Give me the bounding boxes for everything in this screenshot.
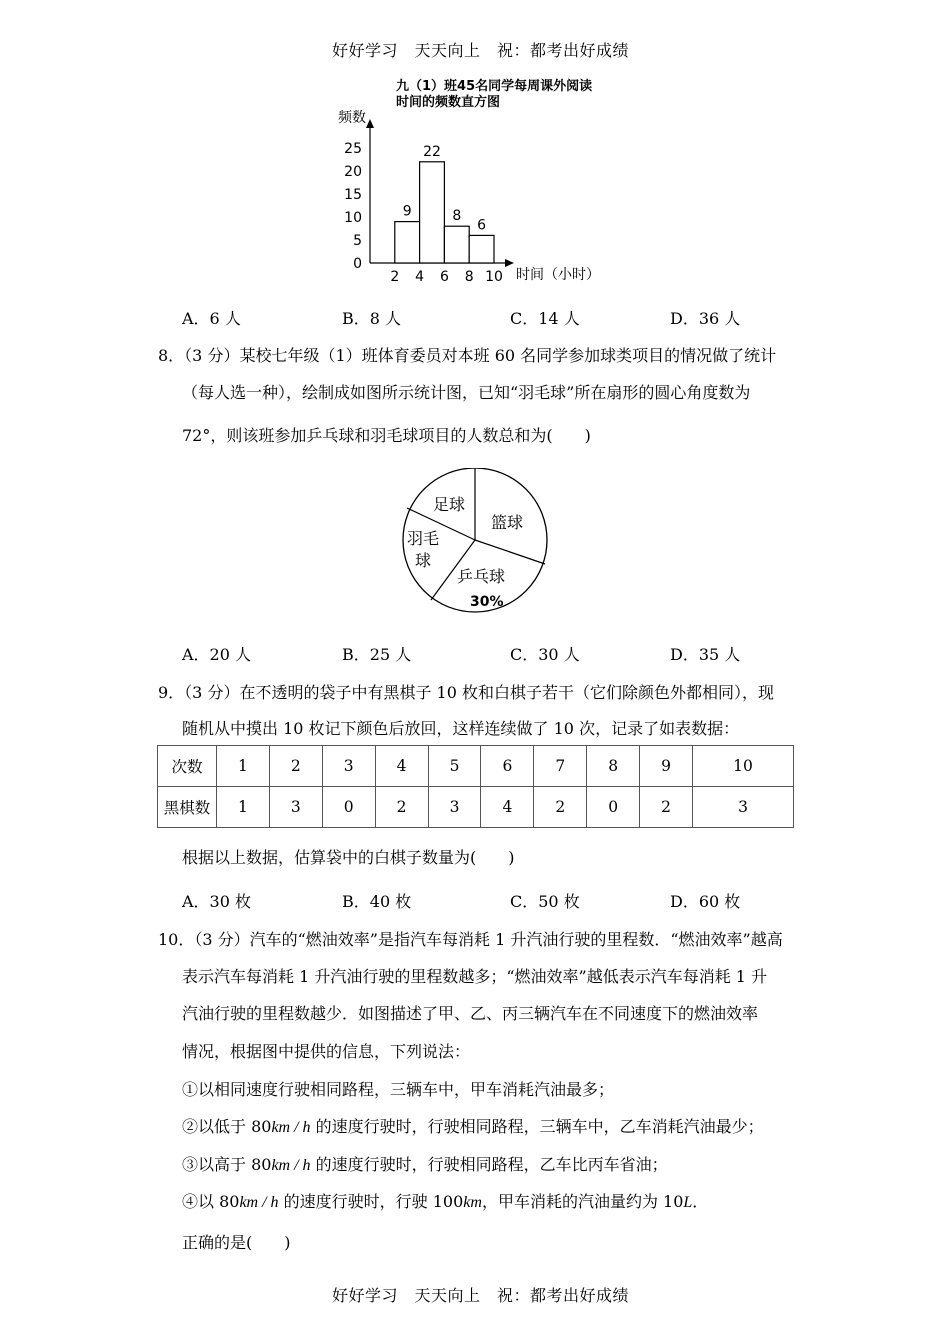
histogram-bar [420, 162, 445, 263]
table-cell: 3 [269, 787, 322, 828]
table-cell: 7 [534, 746, 587, 787]
pie-label-zuqiu: 足球 [433, 495, 466, 514]
histogram-bar [469, 235, 494, 263]
x-tick-label: 10 [485, 269, 503, 285]
pie-label-pingpang-pct: 30% [470, 594, 504, 610]
y-tick-label: 0 [353, 256, 362, 272]
q9-option-a[interactable]: A．30 枚 [182, 892, 252, 911]
table-cell: 9 [640, 746, 693, 787]
x-tick-label: 2 [390, 269, 400, 285]
pie-label-lanqiu: 篮球 [491, 513, 524, 532]
q10-line-4: 情况，根据图中提供的信息，下列说法： [182, 1042, 471, 1061]
histogram-bar [444, 226, 469, 263]
histogram-title-line1: 九（1）班45名同学每周课外阅读 [396, 79, 593, 94]
q10-statement-3-a: ③以高于 80 [182, 1155, 272, 1174]
q8-line-2: （每人选一种），绘制成如图所示统计图，已知“羽毛球”所在扇形的圆心角度数为 [182, 383, 751, 402]
q10-statement-1: ①以相同速度行驶相同路程，三辆车中，甲车消耗汽油最多； [182, 1080, 615, 1099]
y-tick-label: 25 [344, 141, 362, 157]
page-header: 好好学习 天天向上 祝：都考出好成绩 [332, 41, 630, 60]
table-cell: 6 [481, 746, 534, 787]
unit-km-per-h: km / h [239, 1194, 279, 1211]
q7-option-d[interactable]: D．36 人 [670, 309, 741, 328]
q10-line-1: 10．（3 分）汽车的“燃油效率”是指汽车每消耗 1 升汽油行驶的里程数．“燃油效率”越高 [158, 930, 783, 949]
x-tick-label: 4 [415, 269, 425, 285]
x-tick-label: 6 [439, 269, 449, 285]
y-tick-label: 5 [353, 233, 362, 249]
q10-statement-4-b: 的速度行驶时，行驶 100 [278, 1192, 464, 1211]
q7-option-b[interactable]: B．8 人 [342, 309, 402, 328]
q9-data-table [157, 745, 794, 828]
q10-statement-4-a: ④以 80 [182, 1192, 240, 1211]
unit-km-per-h: km / h [271, 1119, 311, 1136]
q9-line-3: 根据以上数据，估算袋中的白棋子数量为( ) [182, 848, 515, 867]
unit-km-per-h: km / h [271, 1157, 311, 1174]
q7-option-c[interactable]: C．14 人 [510, 309, 580, 328]
q8-option-b[interactable]: B．25 人 [342, 645, 412, 664]
histogram-bar-label: 6 [477, 217, 487, 234]
table-cell: 3 [322, 746, 375, 787]
histogram-xlabel: 时间（小时） [516, 267, 600, 283]
histogram-figure [330, 75, 630, 290]
histogram-title-line2: 时间的频数直方图 [396, 95, 501, 110]
table-header-cell: 次数 [158, 746, 217, 787]
table-cell: 1 [217, 746, 270, 787]
histogram-x-arrow [505, 259, 514, 267]
q10-statement-2-b: 的速度行驶时，行驶相同路程，三辆车中，乙车消耗汽油最少； [310, 1117, 764, 1136]
q10-statement-4-c: ，甲车消耗的汽油量约为 10 [481, 1192, 684, 1211]
table-cell: 2 [640, 787, 693, 828]
unit-liter: L [683, 1194, 693, 1211]
table-cell: 3 [693, 787, 794, 828]
table-cell: 2 [269, 746, 322, 787]
histogram-bar-label: 22 [423, 143, 441, 160]
q8-option-c[interactable]: C．30 人 [510, 645, 580, 664]
table-cell: 0 [322, 787, 375, 828]
q10-statement-3 [182, 1152, 668, 1175]
q9-option-c[interactable]: C．50 枚 [510, 892, 580, 911]
page-footer: 好好学习 天天向上 祝：都考出好成绩 [332, 1286, 630, 1305]
q10-line-2: 表示汽车每消耗 1 升汽油行驶的里程数越多；“燃油效率”越低表示汽车每消耗 1 升 [182, 967, 768, 986]
q9-line-2: 随机从中摸出 10 枚记下颜色后放回，这样连续做了 10 次，记录了如表数据： [182, 719, 740, 738]
table-row [158, 787, 794, 828]
q10-statement-4 [182, 1189, 708, 1212]
q8-line-1: 8．（3 分）某校七年级（1）班体育委员对本班 60 名同学参加球类项目的情况做了统计 [158, 346, 777, 365]
pie-chart [395, 468, 555, 616]
table-header-cell: 黑棋数 [158, 787, 217, 828]
table-cell: 5 [428, 746, 481, 787]
pie-label-yumao-1: 羽毛 [407, 529, 440, 548]
x-tick-label: 8 [464, 269, 474, 285]
y-tick-label: 20 [344, 164, 362, 180]
table-cell: 2 [534, 787, 587, 828]
q10-statement-2 [182, 1114, 764, 1137]
q7-option-a[interactable]: A．6 人 [182, 309, 241, 328]
table-cell: 0 [587, 787, 640, 828]
pie-label-pingpang: 乒乓球 [457, 567, 506, 586]
q10-statement-2-a: ②以低于 80 [182, 1117, 272, 1136]
table-cell: 1 [217, 787, 270, 828]
q10-line-3: 汽油行驶的里程数越少．如图描述了甲、乙、丙三辆汽车在不同速度下的燃油效率 [182, 1004, 759, 1023]
q8-option-d[interactable]: D．35 人 [670, 645, 741, 664]
table-cell: 10 [693, 746, 794, 787]
y-tick-label: 15 [344, 187, 362, 203]
table-cell: 2 [375, 787, 428, 828]
histogram-ylabel: 频数 [338, 110, 366, 126]
q10-statement-3-b: 的速度行驶时，行驶相同路程，乙车比丙车省油； [310, 1155, 668, 1174]
q9-option-b[interactable]: B．40 枚 [342, 892, 412, 911]
table-cell: 3 [428, 787, 481, 828]
histogram-bar [395, 222, 420, 263]
q10-statement-4-d: ． [692, 1192, 709, 1211]
table-row [158, 746, 794, 787]
table-cell: 8 [587, 746, 640, 787]
unit-km: km [463, 1194, 482, 1211]
histogram-y-arrow [366, 119, 374, 128]
table-cell: 4 [481, 787, 534, 828]
y-tick-label: 10 [344, 210, 362, 226]
q9-line-1: 9．（3 分）在不透明的袋子中有黑棋子 10 枚和白棋子若干（它们除颜色外都相同），现 [158, 683, 774, 702]
histogram-bar-label: 8 [452, 208, 462, 225]
q8-option-a[interactable]: A．20 人 [182, 645, 252, 664]
pie-label-yumao-2: 球 [415, 551, 432, 570]
table-cell: 4 [375, 746, 428, 787]
histogram-bar-label: 9 [402, 203, 412, 220]
q9-option-d[interactable]: D．60 枚 [670, 892, 741, 911]
q8-line-3: 72°，则该班参加乒乓球和羽毛球项目的人数总和为( ) [182, 426, 591, 445]
q10-line-end: 正确的是( ) [182, 1233, 291, 1252]
